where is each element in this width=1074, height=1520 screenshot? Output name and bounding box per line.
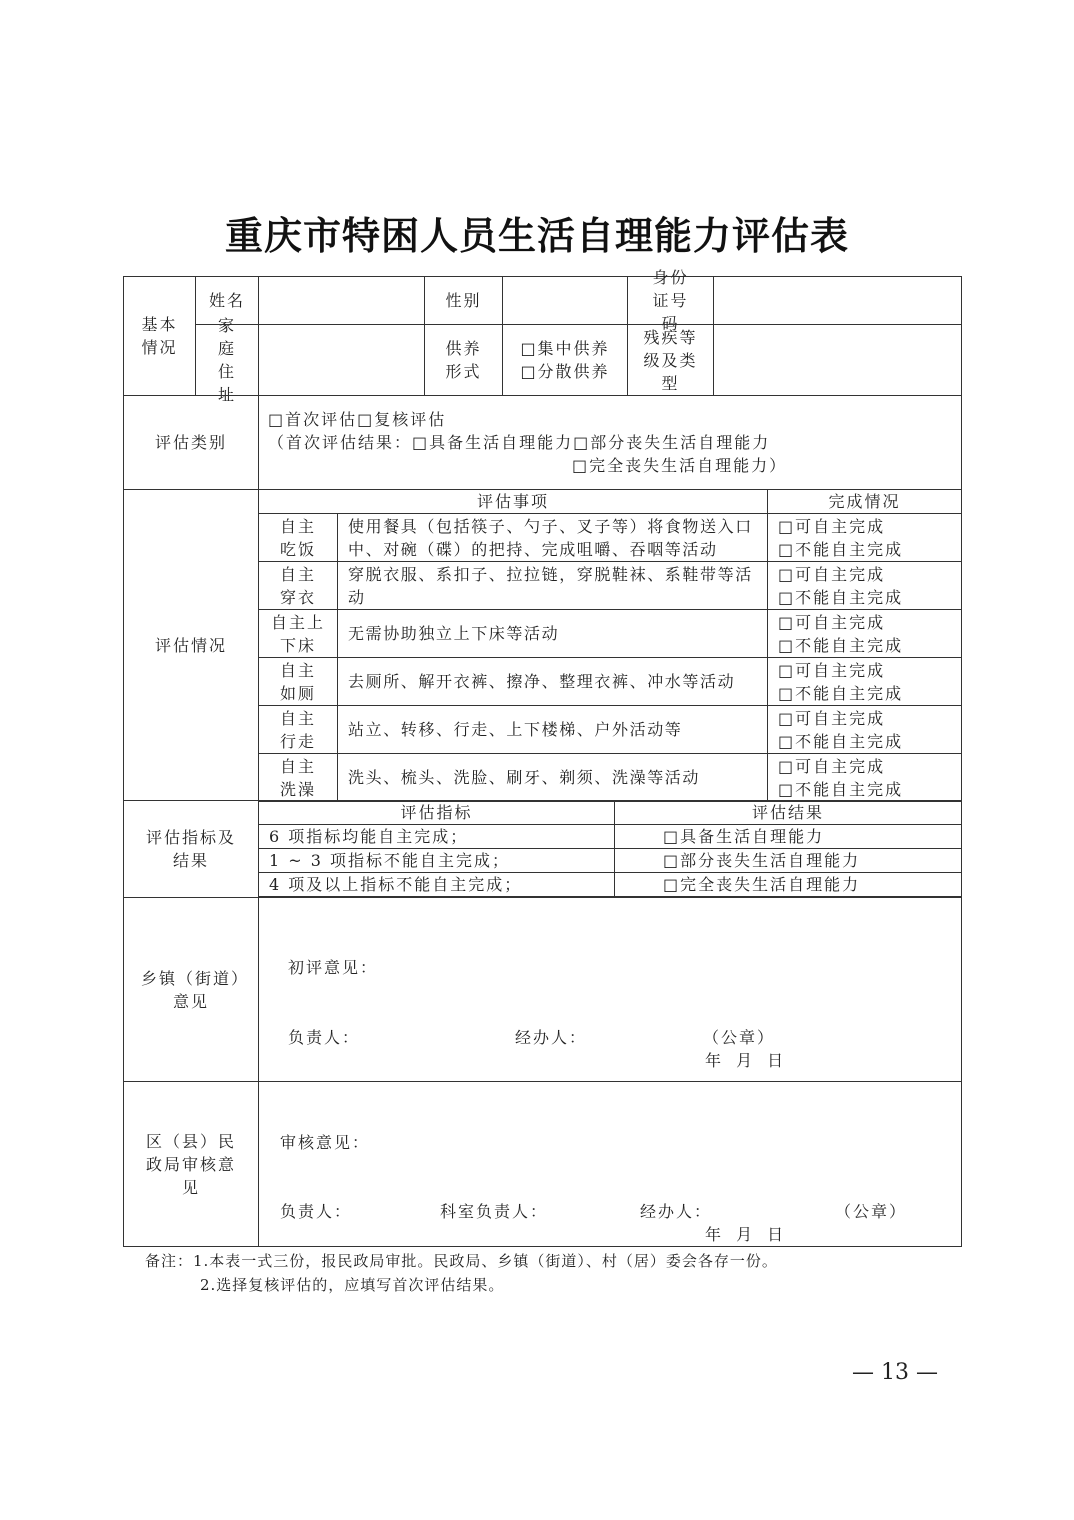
can-complete-checkbox[interactable]: □可自主完成 — [778, 708, 886, 728]
assessment-status — [767, 609, 962, 658]
assessment-item: 自主上下床 — [258, 609, 338, 658]
form-title: 重庆市特困人员生活自理能力评估表 — [224, 213, 849, 258]
address-field[interactable] — [258, 324, 425, 396]
township-cell[interactable] — [258, 897, 962, 1082]
district-opinion-label: 审核意见： — [280, 1133, 371, 1152]
indicator-text: 1 ~ 3 项指标不能自主完成； — [258, 848, 615, 873]
township-seal: （公章） — [703, 1028, 776, 1047]
assessment-description: 洗头、梳头、洗脸、刷牙、剃须、洗澡等活动 — [337, 753, 768, 802]
support-dispersed-checkbox[interactable]: □分散供养 — [520, 362, 610, 381]
address-label: 家庭住址 — [195, 324, 259, 396]
can-complete-checkbox[interactable]: □可自主完成 — [778, 660, 886, 680]
cannot-complete-checkbox[interactable]: □不能自主完成 — [778, 731, 904, 751]
indicator-result-checkbox[interactable]: □具备生活自理能力 — [614, 824, 962, 849]
township-leader-label: 负责人： — [288, 1028, 361, 1047]
can-complete-checkbox[interactable]: □可自主完成 — [778, 516, 886, 536]
assessment-status — [767, 561, 962, 610]
support-options — [502, 324, 628, 396]
assessment-description: 无需协助独立上下床等活动 — [337, 609, 768, 658]
assessment-status — [767, 705, 962, 754]
township-opinion-label: 初评意见： — [288, 958, 379, 977]
basic-section-label: 基本情况 — [123, 276, 196, 396]
header-items: 评估事项 — [258, 489, 768, 514]
id-field[interactable] — [713, 276, 962, 325]
cannot-complete-checkbox[interactable]: □不能自主完成 — [778, 539, 904, 559]
header-indicator: 评估指标 — [258, 800, 615, 825]
indicators-label: 评估指标及结果 — [123, 800, 259, 898]
cannot-complete-checkbox[interactable]: □不能自主完成 — [778, 587, 904, 607]
assessment-description: 去厕所、解开衣裤、擦净、整理衣裤、冲水等活动 — [337, 657, 768, 706]
district-seal: （公章） — [835, 1202, 908, 1221]
district-handler-label: 经办人： — [640, 1202, 713, 1221]
header-result: 评估结果 — [614, 800, 962, 825]
assessment-item: 自主行走 — [258, 705, 338, 754]
disability-field[interactable] — [713, 324, 962, 396]
indicator-result-checkbox[interactable]: □完全丧失生活自理能力 — [614, 872, 962, 897]
name-label: 姓名 — [195, 276, 259, 325]
note-2: 2.选择复核评估的，应填写首次评估结果。 — [200, 1276, 505, 1294]
cannot-complete-checkbox[interactable]: □不能自主完成 — [778, 635, 904, 655]
district-date: 年 月 日 — [705, 1225, 786, 1244]
assessment-status — [767, 753, 962, 802]
name-field[interactable] — [258, 276, 425, 325]
header-status: 完成情况 — [767, 489, 962, 514]
district-label: 区（县）民政局审核意见 — [123, 1081, 259, 1247]
note-1: 备注：1.本表一式三份，报民政局审批。民政局、乡镇（街道）、村（居）委会各存一份。 — [145, 1252, 778, 1270]
assessment-status — [767, 513, 962, 562]
assessment-item: 自主穿衣 — [258, 561, 338, 610]
township-date: 年 月 日 — [705, 1051, 786, 1070]
cannot-complete-checkbox[interactable]: □不能自主完成 — [778, 683, 904, 703]
support-centralized-checkbox[interactable]: □集中供养 — [520, 339, 610, 358]
assessment-status — [767, 657, 962, 706]
gender-field[interactable] — [502, 276, 628, 325]
district-leader-label: 负责人： — [280, 1202, 353, 1221]
cannot-complete-checkbox[interactable]: □不能自主完成 — [778, 779, 904, 799]
category-label: 评估类别 — [123, 395, 259, 490]
id-label: 身份证号码 — [627, 276, 714, 325]
indicator-text: 4 项及以上指标不能自主完成； — [258, 872, 615, 897]
first-result-option-full-loss[interactable]: □完全丧失生活自理能力） — [572, 456, 788, 475]
gender-label: 性别 — [424, 276, 503, 325]
assessment-item: 自主如厕 — [258, 657, 338, 706]
township-handler-label: 经办人： — [515, 1028, 588, 1047]
township-label: 乡镇（街道）意见 — [123, 897, 259, 1082]
assessment-item: 自主吃饭 — [258, 513, 338, 562]
page-number: — 13 — — [852, 1360, 938, 1385]
can-complete-checkbox[interactable]: □可自主完成 — [778, 756, 886, 776]
district-section-leader-label: 科室负责人： — [440, 1202, 549, 1221]
indicator-text: 6 项指标均能自主完成； — [258, 824, 615, 849]
assessment-description: 站立、转移、行走、上下楼梯、户外活动等 — [337, 705, 768, 754]
can-complete-checkbox[interactable]: □可自主完成 — [778, 564, 886, 584]
assessment-label: 评估情况 — [123, 489, 259, 801]
first-result-options[interactable]: （首次评估结果：□具备生活自理能力□部分丧失生活自理能力 — [268, 433, 771, 452]
support-label: 供养形式 — [424, 324, 503, 396]
disability-label: 残疾等级及类型 — [627, 324, 714, 396]
assessment-description: 使用餐具（包括筷子、勺子、叉子等）将食物送入口中、对碗（碟）的把持、完成咀嚼、吞咽等活动 — [337, 513, 768, 562]
assessment-item: 自主洗澡 — [258, 753, 338, 802]
assessment-description: 穿脱衣服、系扣子、拉拉链，穿脱鞋袜、系鞋带等活动 — [337, 561, 768, 610]
category-type-options[interactable]: □首次评估□复核评估 — [268, 410, 447, 429]
can-complete-checkbox[interactable]: □可自主完成 — [778, 612, 886, 632]
indicator-result-checkbox[interactable]: □部分丧失生活自理能力 — [614, 848, 962, 873]
